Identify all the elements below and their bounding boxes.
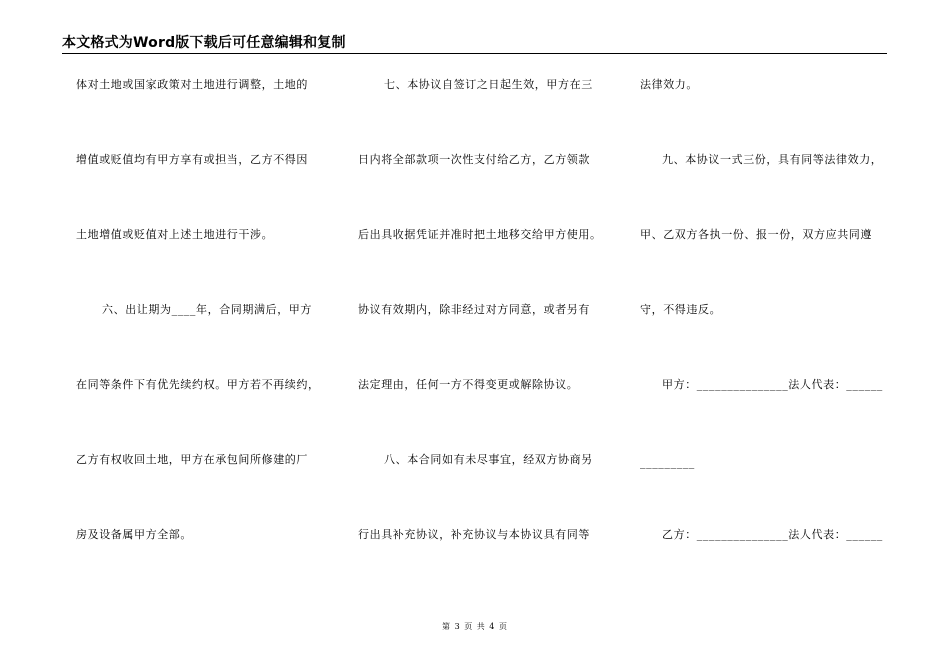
paragraph-line: 乙方有权收回土地，甲方在承包间所修建的厂	[76, 453, 308, 466]
paragraph-line: 日内将全部款项一次性支付给乙方，乙方领款	[358, 153, 590, 166]
paragraph-line: 行出具补充协议，补充协议与本协议具有同等	[358, 528, 590, 541]
paragraph-line: 甲、乙双方各执一份、报一份，双方应共同遵	[640, 228, 872, 241]
text-column-1	[76, 0, 338, 672]
signature-continuation-line: _________	[640, 456, 695, 469]
party-b-signature-line: 乙方：_______________法人代表：______	[662, 528, 883, 541]
paragraph-line: 后出具收据凭证并准时把土地移交给甲方使用。	[358, 228, 602, 241]
clause-eight-heading-line: 八、本合同如有未尽事宜，经双方协商另	[384, 453, 593, 466]
paragraph-line: 土地增值或贬值对上述土地进行干涉。	[76, 228, 274, 241]
text-column-3	[640, 0, 902, 672]
clause-seven-heading-line: 七、本协议自签订之日起生效，甲方在三	[384, 78, 593, 91]
paragraph-line: 法定理由，任何一方不得变更或解除协议。	[358, 378, 579, 391]
paragraph-line: 协议有效期内，除非经过对方同意，或者另有	[358, 303, 590, 316]
paragraph-line: 法律效力。	[640, 78, 698, 91]
party-a-signature-line: 甲方：_______________法人代表：______	[662, 378, 883, 391]
paragraph-line: 在同等条件下有优先续约权。甲方若不再续约，	[76, 378, 320, 391]
paragraph-line: 体对土地或国家政策对土地进行调整，土地的	[76, 78, 308, 91]
page-number: 第 3 页 共 4 页	[442, 622, 508, 631]
paragraph-line: 守，不得违反。	[640, 303, 722, 316]
clause-six-heading-line: 六、出让期为____年，合同期满后，甲方	[102, 303, 312, 316]
header-title: 本文格式为Word版下载后可任意编辑和复制	[62, 35, 346, 51]
text-column-2	[358, 0, 620, 672]
paragraph-line: 增值或贬值均有甲方享有或担当，乙方不得因	[76, 153, 308, 166]
clause-nine-heading-line: 九、本协议一式三份，具有同等法律效力，	[662, 153, 883, 166]
paragraph-line: 房及设备属甲方全部。	[76, 528, 192, 541]
